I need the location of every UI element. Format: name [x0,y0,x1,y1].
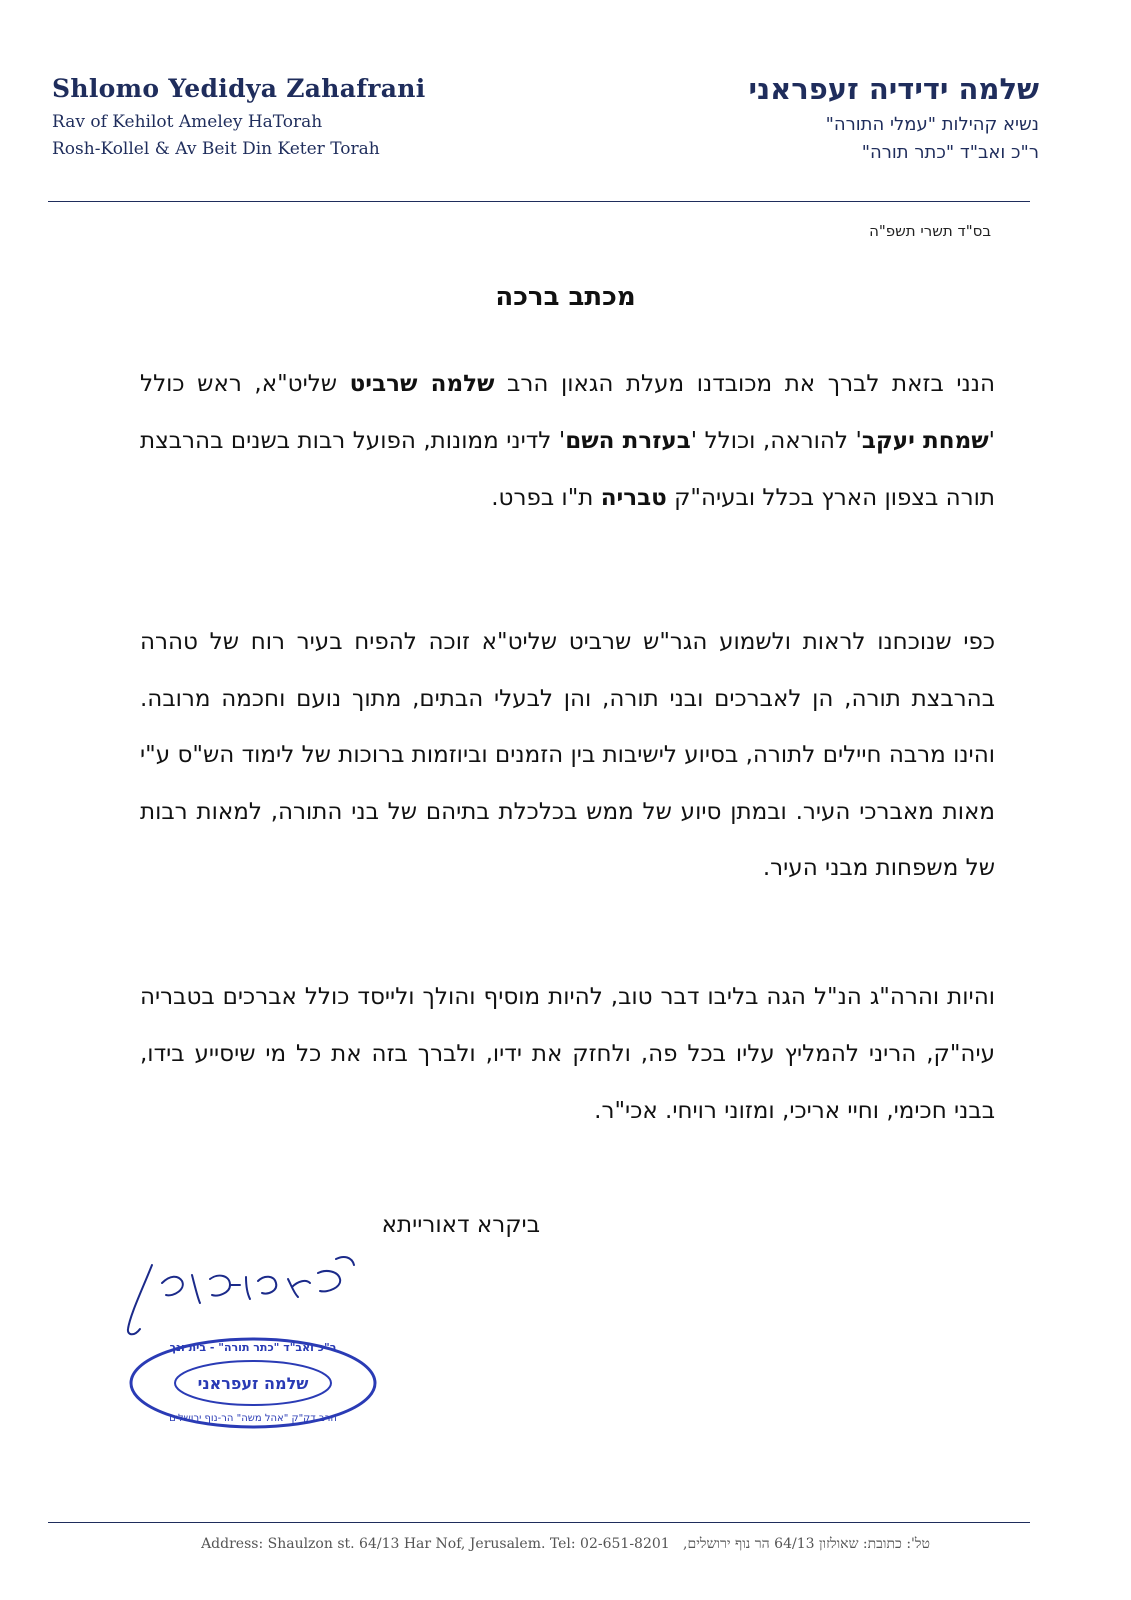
letterhead-hebrew [519,72,1039,163]
p1-text-a: הנני בזאת לברך את מכובדנו מעלת הגאון הרב [494,371,995,397]
closing-phrase: ביקרא דאורייתא [381,1212,540,1238]
p1-text-e: ' להוראה, וכולל ' [690,428,862,454]
footer-address-hebrew: טל': כתובת: שאולזון 64/13 הר נוף ירושלים, [683,1536,930,1552]
english-title-line-2: Rosh-Kollel & Av Beit Din Keter Torah [52,139,380,159]
paragraph-3: והיות והרה"ג הנ"ל הגה בליבו דבר טוב, להיות מוסיף והולך ולייסד כולל אברכים בטבריה עיה"ק, הריני להמליץ עליו בכל פה, ולחזק את ידיו, ולברך בזה את כל מי שיסייע בידו, בבני חכימי, וחיי אריכי, ומזוני רויחי. אכי"ר. [140,984,995,1124]
paragraph-1 [140,356,995,527]
rabbi-name: שלמה שרביט [349,371,495,397]
handwritten-signature [122,1245,362,1340]
stamp-outer-top: ר"כ ואב"ד "כתר תורה" - בית ונך [169,1341,337,1354]
english-name: Shlomo Yedidya Zahafrani [52,74,426,103]
city-name: טבריה [600,485,667,511]
p1-text-g: ' לדיני ממונות, הפועל רבות בשנים בהרבצת תורה בצפון הארץ בכלל ובעיה"ק [140,428,995,511]
paragraph-2: כפי שנוכחנו לראות ולשמוע הגר"ש שרביט שליט"א זוכה להפיח בעיר רוח של טהרה בהרבצת תורה, הן לאברכים ובני תורה, והן לבעלי הבתים, מתוך נועם וחכמה מרובה. והינו מרבה חיילים לתורה, בסיוע לישיבות בין הזמנים וביוזמות ברוכות של לימוד הש"ס ע"י מאות מאברכי העיר. ובמתן סיוע של ממש בכלכלת בתיהם של בני התורה, למאות רבות של משפחות מבני העיר. [140,629,995,881]
letter-date: בס"ד תשרי תשפ"ה [869,222,991,240]
p1-text-c: שליט"א, ראש כולל ' [140,371,995,454]
footer-address-english: Address: Shaulzon st. 64/13 Har Nof, Jerusalem. Tel: 02-651-8201 [201,1536,670,1552]
official-stamp [128,1335,378,1431]
english-title-line-1: Rav of Kehilot Ameley HaTorah [52,112,323,132]
footer-divider [48,1522,1030,1523]
letter-title: מכתב ברכה [495,282,636,312]
stamp-outer-bottom: הרב דק"ק "אהל משה" הר-נוף ירושלים [169,1413,337,1424]
header-divider [48,201,1030,202]
hebrew-name: שלמה ידידיה זעפראני [748,72,1039,106]
footer-address [0,1536,1131,1553]
letterhead-english [52,74,572,159]
kollel-name-2: בעזרת השם [565,428,691,454]
kollel-name-1: שמחת יעקב [861,428,989,454]
stamp-center-name: שלמה זעפראני [197,1374,309,1393]
hebrew-title-line-1: נשיא קהילות "עמלי התורה" [825,114,1039,135]
hebrew-title-line-2: ר"כ ואב"ד "כתר תורה" [861,142,1039,163]
p1-text-i: ת"ו בפרט. [491,485,601,511]
